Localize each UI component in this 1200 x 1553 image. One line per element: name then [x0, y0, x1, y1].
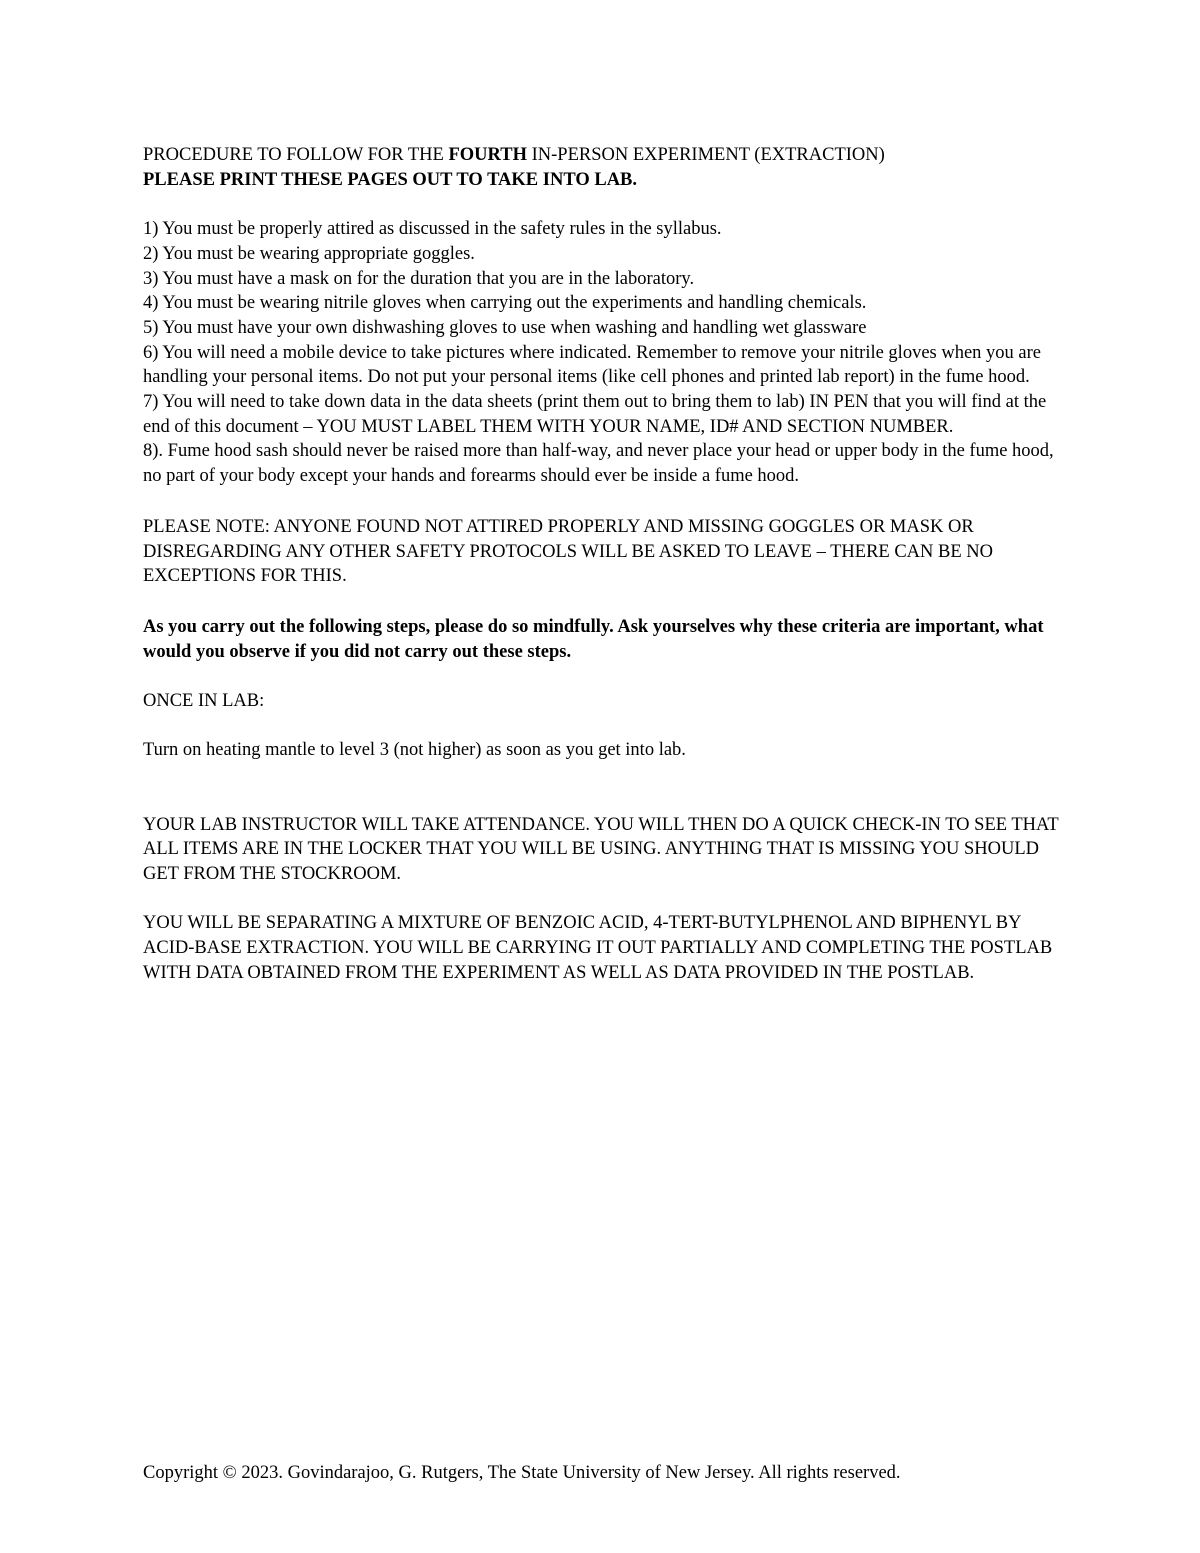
safety-rule-4: 4) You must be wearing nitrile gloves when carrying out the experiments and handling chemicals. [143, 293, 867, 314]
copyright-notice: Copyright © 2023. Govindarajoo, G. Rutgers, The State University of New Jersey. All rights reserved. [143, 1463, 901, 1483]
safety-rule-6: 6) You will need a mobile device to take pictures where indicated. Remember to remove your nitrile gloves when you are handling your personal items. Do not put your personal items (like cell phones and printed lab report) in the fume hood. [143, 342, 1042, 388]
please-note-paragraph: PLEASE NOTE: ANYONE FOUND NOT ATTIRED PROPERLY AND MISSING GOGGLES OR MASK OR DISREGARDING ANY OTHER SAFETY PROTOCOLS WILL BE ASKED TO LEAVE – THERE CAN BE NO EXCEPTIONS FOR THIS. [143, 516, 994, 587]
spacer [143, 589, 1073, 615]
title-bold-word: FOURTH [448, 145, 527, 165]
document-page [143, 143, 1073, 985]
title-prefix: PROCEDURE TO FOLLOW FOR THE [143, 145, 449, 165]
heating-mantle-instruction: Turn on heating mantle to level 3 (not higher) as soon as you get into lab. [143, 740, 686, 761]
spacer [143, 714, 1073, 739]
page-title [143, 143, 1073, 168]
spacer [143, 763, 1073, 788]
safety-rule-5: 5) You must have your own dishwashing gloves to use when washing and handling wet glassware [143, 317, 867, 338]
safety-rules-list [143, 217, 1073, 489]
attendance-paragraph: YOUR LAB INSTRUCTOR WILL TAKE ATTENDANCE. YOU WILL THEN DO A QUICK CHECK-IN TO SEE THAT ALL ITEMS ARE IN THE LOCKER THAT YOU WILL BE USING. ANYTHING THAT IS MISSING YOU SHOULD GET FROM THE STOCKROOM. [143, 814, 1059, 884]
spacer [143, 788, 1073, 813]
once-in-lab-heading: ONCE IN LAB: [143, 691, 265, 712]
safety-rule-8: 8). Fume hood sash should never be raised more than half-way, and never place your head or upper body in the fume hood, no part of your body except your hands and forearms should ever be inside a fume hood. [143, 441, 1054, 487]
safety-rule-1: 1) You must be properly attired as discussed in the safety rules in the syllabus. [143, 219, 722, 240]
spacer [143, 489, 1073, 515]
safety-rule-2: 2) You must be wearing appropriate goggles. [143, 243, 475, 264]
safety-rule-3: 3) You must have a mask on for the duration that you are in the laboratory. [143, 268, 695, 289]
title-suffix: IN-PERSON EXPERIMENT (EXTRACTION) [526, 145, 885, 165]
page-footer [143, 1461, 1073, 1486]
spacer [143, 887, 1073, 912]
safety-rule-7: 7) You will need to take down data in the data sheets (print them out to bring them to lab) IN PEN that you will find at the end of this document – YOU MUST LABEL THEM WITH YOUR NAME, ID# AND SECTION NUMBER. [143, 392, 1047, 437]
separation-paragraph: YOU WILL BE SEPARATING A MIXTURE OF BENZOIC ACID, 4-TERT-BUTYLPHENOL AND BIPHENYL BY ACID-BASE EXTRACTION. YOU WILL BE CARRYING IT OUT PARTIALLY AND COMPLETING THE POSTLAB WITH DATA OBTAINED FROM THE EXPERIMENT AS WELL AS DATA PROVIDED IN THE POSTLAB. [143, 913, 1053, 983]
print-notice: PLEASE PRINT THESE PAGES OUT TO TAKE INTO LAB. [143, 169, 638, 190]
mindful-note-paragraph: As you carry out the following steps, please do so mindfully. Ask yourselves why these criteria are important, what would you observe if you did not carry out these steps. [143, 616, 1044, 662]
spacer [143, 192, 1073, 217]
spacer [143, 664, 1073, 689]
